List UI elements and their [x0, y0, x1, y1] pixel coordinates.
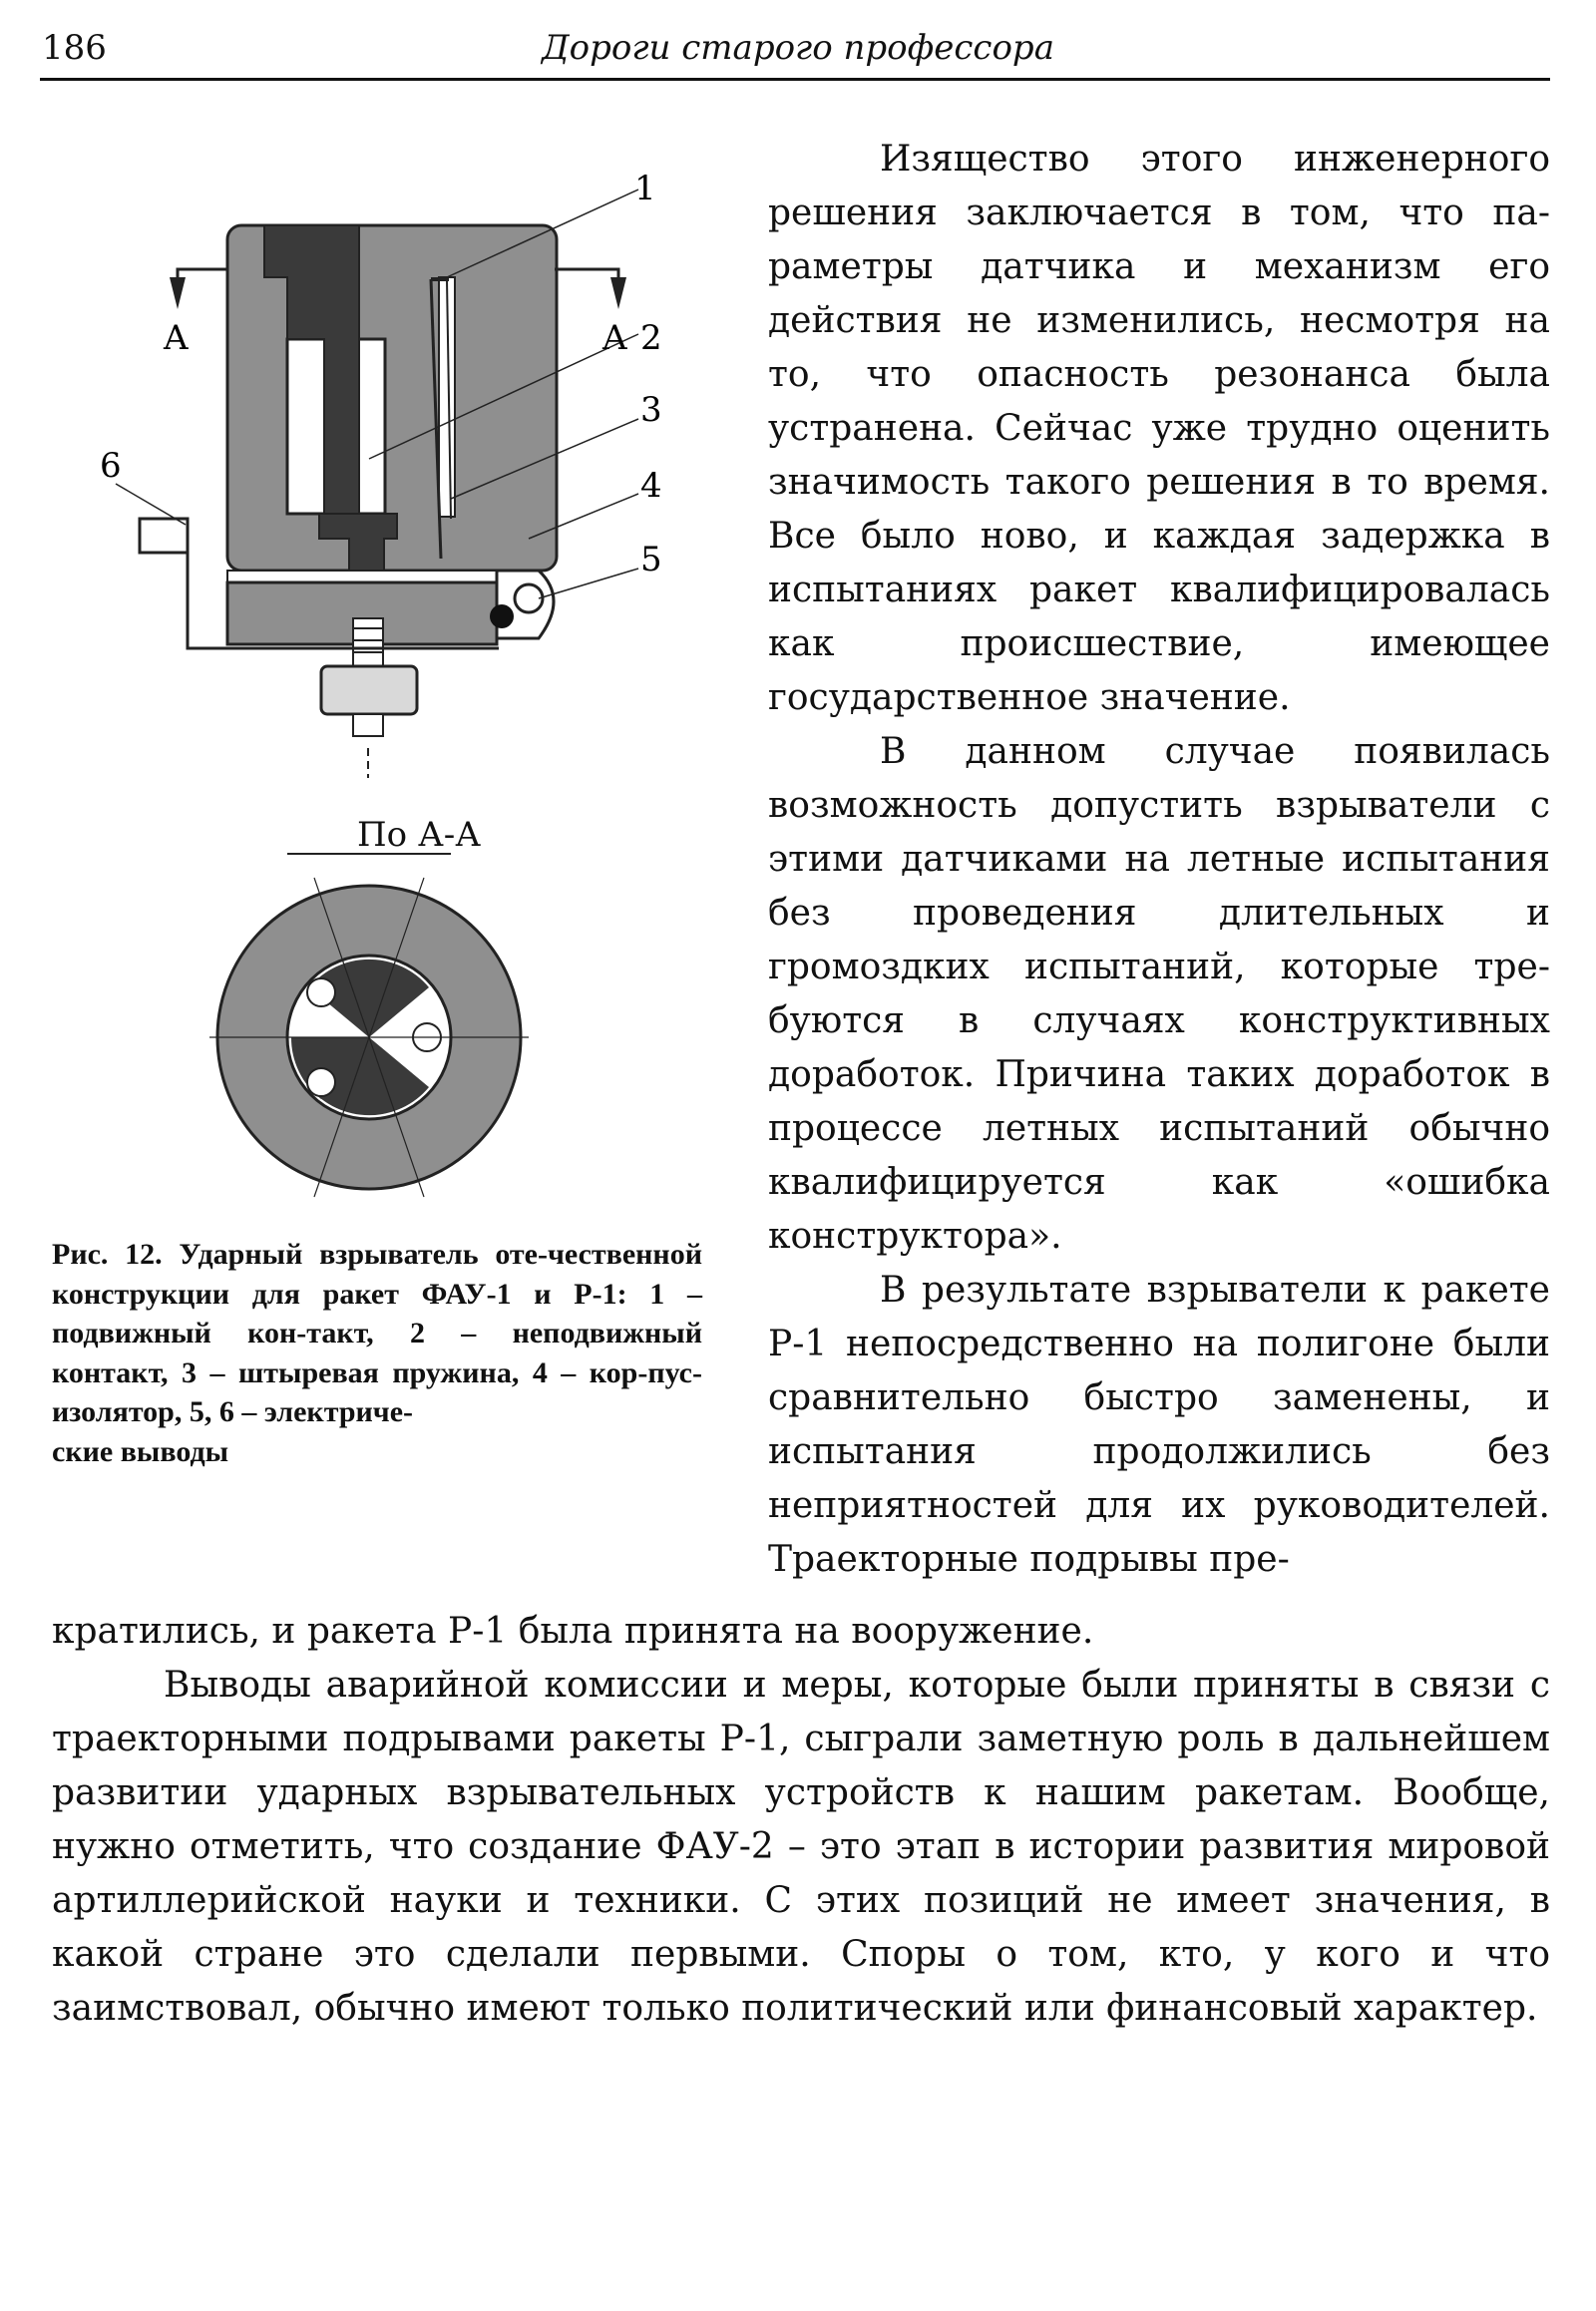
- figure-fuze: [60, 160, 718, 1217]
- paragraph-3-start: В результате взрыватели к ракете Р-1 непосредственно на полигоне были сравнительно быстро заменены, и испытания продолжились без неприятностей для их руководителей. Траекторные подрывы пре-: [768, 1270, 1550, 1580]
- paragraph-2: В данном случае появилась возможность допустить взрыватели с этими датчиками на летные испытания без проведения длительных и громоздких испытаний, которые требуются в случаях конструктивных доработок. Причина таких доработок в процессе летных испытаний обычно квалифицируется как «ошибка конструктора».: [768, 731, 1550, 1257]
- header-rule: [40, 78, 1550, 81]
- running-title: Дороги старого профессора: [542, 28, 1054, 68]
- caption-last-line: ские выводы: [52, 1434, 229, 1468]
- right-column: [768, 133, 1550, 1587]
- fuze-drawing: [60, 160, 718, 1217]
- label-3: 3: [640, 390, 662, 430]
- cross-section: [209, 878, 529, 1197]
- figure-caption: [52, 1235, 702, 1471]
- label-a-right: A: [602, 318, 627, 358]
- terminal-5: [490, 571, 554, 638]
- label-a-left: A: [164, 318, 189, 358]
- label-5: 5: [640, 540, 662, 579]
- page-number: 186: [42, 28, 107, 68]
- paragraph-3-end: кратились, и ракета Р-1 была принята на вооружение.: [52, 1611, 1094, 1652]
- paragraph-4: Выводы аварийной комиссии и меры, которые были приняты в связи с траекторными подрывами ракеты Р-1, сыграли заметную роль в дальнейшем развитии ударных взрывательных устройств к нашим ракетам. Вообще, нужно отметить, что создание ФАУ-2 – это этап в истории развития мировой артиллерийской науки и техники. С этих позиций не имеет значения, в какой стране это сделали первыми. Споры о том, кто, у кого и что заимствовал, обычно имеют только политический или финансовый характер.: [52, 1665, 1550, 2029]
- housing-body: [227, 225, 557, 618]
- label-1: 1: [634, 169, 656, 208]
- paragraph-1: Изящество этого инженерного решения заключается в том, что параметры датчика и механизм его действия не изменились, несмотря на то, что опасность резонанса была устранена. Сейчас уже трудно оценить значимость такого решения в то время. Все было ново, и каждая задержка в испытаниях ракет квалифицировалась как происшествие, имеющее государственное значение.: [768, 139, 1550, 718]
- section-label: По А-А: [357, 815, 481, 855]
- label-6: 6: [100, 446, 122, 486]
- label-2: 2: [640, 318, 662, 358]
- label-4: 4: [640, 466, 662, 506]
- caption-body: Рис. 12. Ударный взрыватель оте-чественной конструкции для ракет ФАУ-1 и Р-1: 1 – подвижный кон-такт, 2 – неподвижный контакт, 3 – штыревая пружина, 4 – кор-пус-изолятор, 5, 6 – электриче-: [52, 1238, 702, 1428]
- full-width-text: [52, 1605, 1550, 2036]
